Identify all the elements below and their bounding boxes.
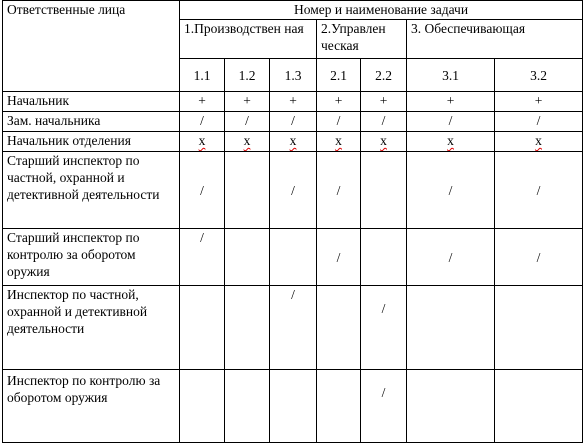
x-mark: x <box>380 133 387 148</box>
table-cell: / <box>361 112 407 132</box>
table-cell: / <box>407 112 495 132</box>
table-cell <box>225 370 270 443</box>
group-management-header <box>317 20 407 59</box>
x-mark: x <box>198 133 206 148</box>
table-cell <box>317 286 361 370</box>
table-cell <box>361 152 407 229</box>
group-management-label: 2.Управлен ческая <box>321 21 386 53</box>
table-row <box>3 152 583 229</box>
table-cell: + <box>317 92 361 112</box>
table-cell <box>361 229 407 286</box>
group-support-header <box>407 20 583 59</box>
table-cell <box>317 370 361 443</box>
table-cell <box>270 370 317 443</box>
table-cell <box>495 286 583 370</box>
row-name: Начальник отделения <box>3 132 180 152</box>
table-cell <box>495 132 583 152</box>
row-name: Старший инспектор по контролю за оборотом оружия <box>3 229 180 286</box>
table-cell: / <box>180 229 225 286</box>
code-header: 3.2 <box>495 59 583 92</box>
x-mark: x <box>289 133 297 148</box>
table-cell <box>225 152 270 229</box>
table-cell: / <box>495 152 583 229</box>
table-cell: / <box>407 152 495 229</box>
row-name: Инспектор по частной, охранной и детективной деятельности <box>3 286 180 370</box>
row-name: Начальник <box>3 92 180 112</box>
table-cell: + <box>495 92 583 112</box>
table-row <box>3 92 583 112</box>
table-row <box>3 229 583 286</box>
table-cell <box>270 132 317 152</box>
code-header: 2.2 <box>361 59 407 92</box>
row-name: Инспектор по контролю за оборотом оружия <box>3 370 180 443</box>
table-cell: / <box>407 229 495 286</box>
table-row <box>3 112 583 132</box>
x-mark: x <box>535 133 542 148</box>
responsibility-table-container <box>2 0 583 443</box>
table-cell <box>180 286 225 370</box>
table-cell <box>407 370 495 443</box>
table-cell: / <box>225 112 270 132</box>
table-cell: / <box>361 286 407 370</box>
table-row <box>3 132 583 152</box>
table-cell <box>180 132 225 152</box>
table-cell <box>407 286 495 370</box>
table-cell: / <box>270 112 317 132</box>
table-row <box>3 286 583 370</box>
table-cell: / <box>495 229 583 286</box>
table-cell <box>225 132 270 152</box>
code-header: 1.3 <box>270 59 317 92</box>
x-mark: x <box>243 133 251 148</box>
code-header: 1.2 <box>225 59 270 92</box>
group-production-label: 1.Производствен ная <box>184 21 304 36</box>
row-name: Старший инспектор по частной, охранной и детективной деятельности <box>3 152 180 229</box>
table-cell: / <box>361 370 407 443</box>
x-mark: x <box>335 133 342 148</box>
table-cell <box>407 132 495 152</box>
group-support-label: 3. Обеспечивающая <box>411 21 526 36</box>
table-cell <box>317 132 361 152</box>
table-cell: / <box>495 112 583 132</box>
table-cell: + <box>180 92 225 112</box>
table-cell: / <box>270 286 317 370</box>
table-cell <box>180 370 225 443</box>
table-cell: + <box>270 92 317 112</box>
x-mark: x <box>447 133 454 148</box>
table-cell: + <box>407 92 495 112</box>
table-cell: / <box>270 152 317 229</box>
table-cell: / <box>317 229 361 286</box>
table-cell <box>225 286 270 370</box>
table-cell <box>495 370 583 443</box>
table-cell: / <box>317 112 361 132</box>
header-row-1 <box>3 1 583 20</box>
responsible-persons-header: Ответственные лица <box>3 1 180 92</box>
table-cell: / <box>317 152 361 229</box>
code-header: 2.1 <box>317 59 361 92</box>
code-header: 1.1 <box>180 59 225 92</box>
row-name: Зам. начальника <box>3 112 180 132</box>
table-cell: + <box>225 92 270 112</box>
table-cell: + <box>361 92 407 112</box>
responsibility-table <box>2 0 583 443</box>
code-header: 3.1 <box>407 59 495 92</box>
table-row <box>3 370 583 443</box>
table-cell <box>225 229 270 286</box>
task-number-header: Номер и наименование задачи <box>180 1 583 20</box>
table-cell <box>270 229 317 286</box>
table-cell: / <box>180 152 225 229</box>
group-production-header <box>180 20 317 59</box>
table-cell <box>361 132 407 152</box>
table-cell: / <box>180 112 225 132</box>
